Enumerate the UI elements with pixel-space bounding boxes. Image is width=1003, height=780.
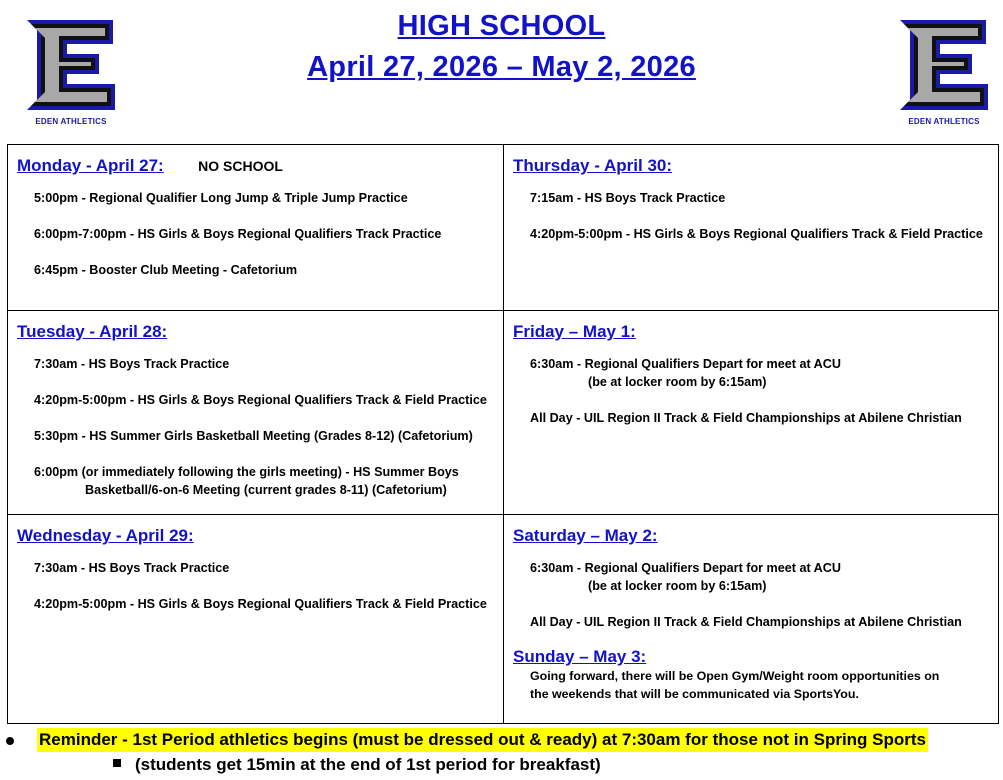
- square-bullet-icon: [113, 759, 121, 767]
- day-heading-wednesday: Wednesday - April 29:: [17, 526, 194, 545]
- event-item: 4:20pm-5:00pm - HS Girls & Boys Regional Qualifiers Track & Field Practice: [34, 393, 487, 407]
- event-item: 7:30am - HS Boys Track Practice: [34, 357, 230, 371]
- event-item: 5:30pm - HS Summer Girls Basketball Meeting (Grades 8-12) (Cafetorium): [34, 429, 473, 443]
- day-heading-monday: Monday - April 27:: [17, 156, 164, 175]
- page-header: [200, 6, 803, 88]
- schedule-table: [7, 144, 999, 724]
- event-line: 6:30am - Regional Qualifiers Depart for meet at ACU: [530, 561, 841, 575]
- reminder-bullet: [0, 728, 1003, 754]
- day-cell-wednesday: [8, 515, 504, 724]
- event-item: [34, 463, 495, 499]
- day-heading-tuesday: Tuesday - April 28:: [17, 322, 168, 341]
- e-logo-icon: [23, 14, 119, 114]
- day-heading-sunday: Sunday – May 3:: [513, 647, 647, 666]
- reminder-sub-text: (students get 15min at the end of 1st period for breakfast): [135, 755, 601, 774]
- note-line: Going forward, there will be Open Gym/Weight room opportunities on: [530, 669, 940, 683]
- event-line-continued: (be at locker room by 6:15am): [588, 375, 767, 389]
- event-item: All Day - UIL Region II Track & Field Championships at Abilene Christian: [530, 615, 962, 629]
- page-title: HIGH SCHOOL: [397, 10, 606, 42]
- bullet-icon: [6, 737, 14, 745]
- event-line: 6:00pm (or immediately following the girls meeting) - HS Summer Boys: [34, 465, 459, 479]
- event-line-continued: Basketball/6-on-6 Meeting (current grades 8-11) (Cafetorium): [85, 483, 447, 497]
- date-range: April 27, 2026 – May 2, 2026: [307, 51, 696, 83]
- reminder-text: Reminder - 1st Period athletics begins (must be dressed out & ready) at 7:30am for those not in Spring Sports: [37, 728, 928, 752]
- e-logo-icon: [896, 14, 992, 114]
- event-item: 5:00pm - Regional Qualifier Long Jump & Triple Jump Practice: [34, 191, 408, 205]
- day-cell-thursday: [504, 145, 999, 311]
- event-item: [530, 355, 990, 391]
- day-cell-monday: [8, 145, 504, 311]
- sunday-note: [530, 667, 990, 703]
- event-item: [530, 559, 990, 595]
- event-item: 7:15am - HS Boys Track Practice: [530, 191, 726, 205]
- eden-athletics-logo-left: [23, 14, 119, 130]
- note-line: the weekends that will be communicated via SportsYou.: [530, 687, 859, 701]
- day-heading-saturday: Saturday – May 2:: [513, 526, 658, 545]
- no-school-label: NO SCHOOL: [198, 158, 283, 174]
- event-line-continued: (be at locker room by 6:15am): [588, 579, 767, 593]
- event-item: 4:20pm-5:00pm - HS Girls & Boys Regional Qualifiers Track & Field Practice: [530, 227, 983, 241]
- day-heading-thursday: Thursday - April 30:: [513, 156, 673, 175]
- event-item: 4:20pm-5:00pm - HS Girls & Boys Regional Qualifiers Track & Field Practice: [34, 597, 487, 611]
- eden-athletics-logo-right: [896, 14, 992, 130]
- logo-caption: EDEN ATHLETICS: [908, 117, 980, 126]
- logo-caption: EDEN ATHLETICS: [35, 117, 107, 126]
- event-item: 6:00pm-7:00pm - HS Girls & Boys Regional Qualifiers Track Practice: [34, 227, 442, 241]
- day-cell-tuesday: [8, 311, 504, 515]
- event-line: 6:30am - Regional Qualifiers Depart for meet at ACU: [530, 357, 841, 371]
- day-cell-friday: [504, 311, 999, 515]
- event-item: 6:45pm - Booster Club Meeting - Cafetorium: [34, 263, 298, 277]
- event-item: 7:30am - HS Boys Track Practice: [34, 561, 230, 575]
- event-item: All Day - UIL Region II Track & Field Championships at Abilene Christian: [530, 411, 962, 425]
- day-cell-saturday-sunday: [504, 515, 999, 724]
- day-heading-friday: Friday – May 1:: [513, 322, 636, 341]
- reminder-sub-bullet: [113, 755, 601, 777]
